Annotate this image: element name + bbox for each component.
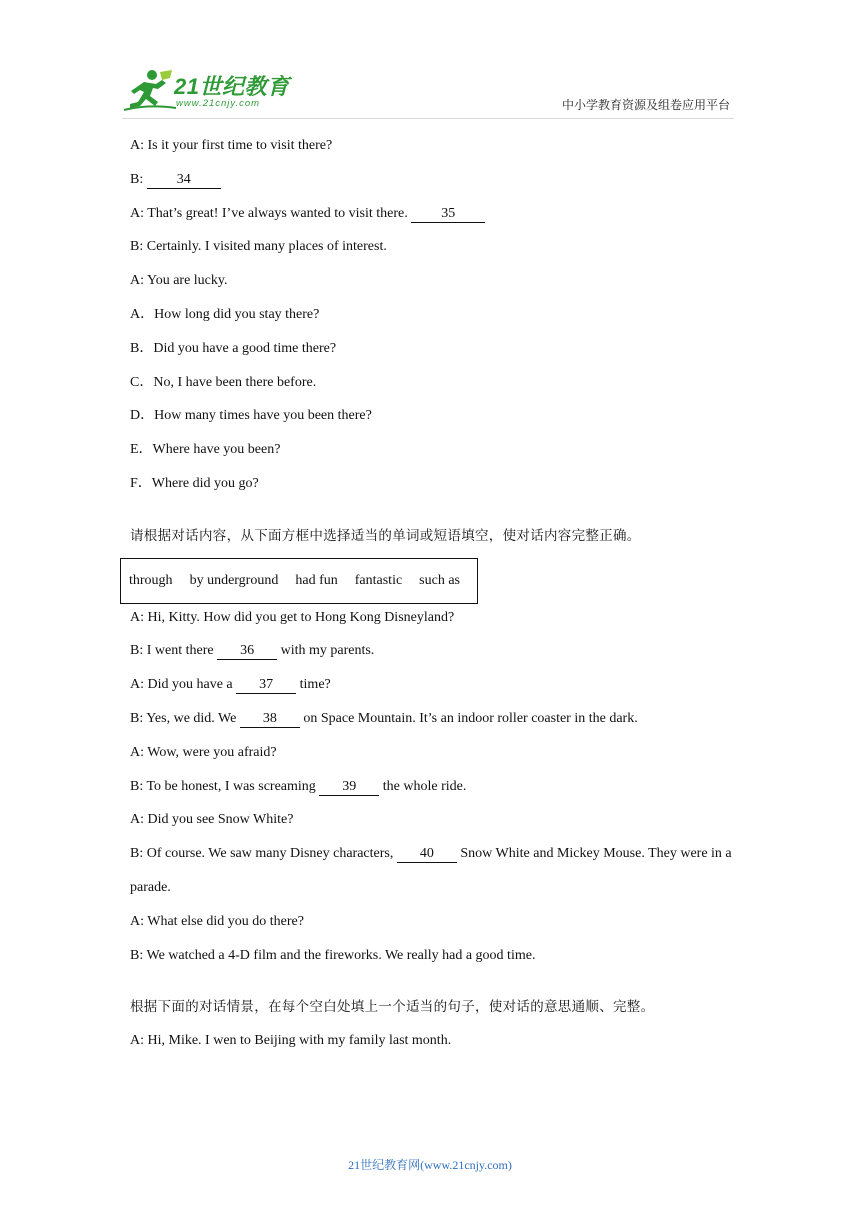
section-instruction: 请根据对话内容，从下面方框中选择适当的单词或短语填空，使对话内容完整正确。 bbox=[130, 527, 641, 544]
dialogue-line: A: Did you have a 37 time? bbox=[130, 677, 331, 693]
dialogue-line: A: What else did you do there? bbox=[130, 913, 304, 929]
option-f: F．Where did you go? bbox=[130, 475, 259, 491]
logo-url: www.21cnjy.com bbox=[176, 98, 261, 109]
blank-35[interactable]: 35 bbox=[411, 206, 485, 223]
dialogue-line: B: Of course. We saw many Disney characters, 40 Snow White and Mickey Mouse. They were in a parade. bbox=[130, 846, 732, 896]
dialogue-line: A: Hi, Mike. I wen to Beijing with my family last month. bbox=[130, 1033, 452, 1049]
dialogue-line: A: You are lucky. bbox=[130, 273, 228, 289]
document-body bbox=[130, 136, 740, 1065]
dialogue-line: A: Did you see Snow White? bbox=[130, 812, 294, 828]
header-divider bbox=[122, 118, 734, 119]
option-a: A．How long did you stay there? bbox=[130, 306, 320, 322]
option-b: B．Did you have a good time there? bbox=[130, 340, 337, 356]
blank-34[interactable]: 34 bbox=[147, 172, 221, 189]
blank-37[interactable]: 37 bbox=[236, 677, 296, 694]
word-option: through bbox=[129, 572, 173, 588]
word-option: fantastic bbox=[354, 572, 403, 588]
dialogue-line: A: Is it your first time to visit there? bbox=[130, 138, 333, 153]
section-instruction: 根据下面的对话情景，在每个空白处填上一个适当的句子，使对话的意思通顺、完整。 bbox=[130, 999, 655, 1016]
option-e: E．Where have you been? bbox=[130, 442, 281, 458]
dialogue-line: B: I went there 36 with my parents. bbox=[130, 643, 375, 659]
word-option: had fun bbox=[295, 572, 338, 588]
blank-39[interactable]: 39 bbox=[319, 779, 379, 796]
blank-36[interactable]: 36 bbox=[217, 643, 277, 660]
runner-logo-icon bbox=[122, 68, 178, 114]
dialogue-line: B: We watched a 4-D film and the fireworks. We really had a good time. bbox=[130, 947, 536, 963]
page-footer: 21世纪教育网(www.21cnjy.com) bbox=[348, 1158, 512, 1172]
blank-40[interactable]: 40 bbox=[397, 846, 457, 863]
logo-text: 21世纪教育 bbox=[174, 74, 290, 99]
blank-38[interactable]: 38 bbox=[240, 711, 300, 728]
logo bbox=[122, 68, 292, 114]
dialogue-line: A: Wow, were you afraid? bbox=[130, 744, 277, 760]
dialogue-line: B: 34 bbox=[130, 170, 740, 190]
option-c: C．No, I have been there before. bbox=[130, 374, 317, 390]
word-option: by underground bbox=[189, 572, 279, 588]
dialogue-line: B: Certainly. I visited many places of interest. bbox=[130, 239, 387, 255]
page-header bbox=[0, 0, 860, 125]
word-option: such as bbox=[419, 572, 460, 588]
header-tagline: 中小学教育资源及组卷应用平台 bbox=[561, 98, 730, 112]
word-box bbox=[120, 558, 478, 604]
dialogue-line: A: Hi, Kitty. How did you get to Hong Kong Disneyland? bbox=[130, 609, 455, 625]
dialogue-line: A: That’s great! I’ve always wanted to visit there. 35 bbox=[130, 204, 740, 224]
option-d: D．How many times have you been there? bbox=[130, 408, 372, 424]
dialogue-line: B: Yes, we did. We 38 on Space Mountain. It’s an indoor roller coaster in the dark. bbox=[130, 710, 638, 726]
dialogue-line: B: To be honest, I was screaming 39 the whole ride. bbox=[130, 778, 467, 794]
